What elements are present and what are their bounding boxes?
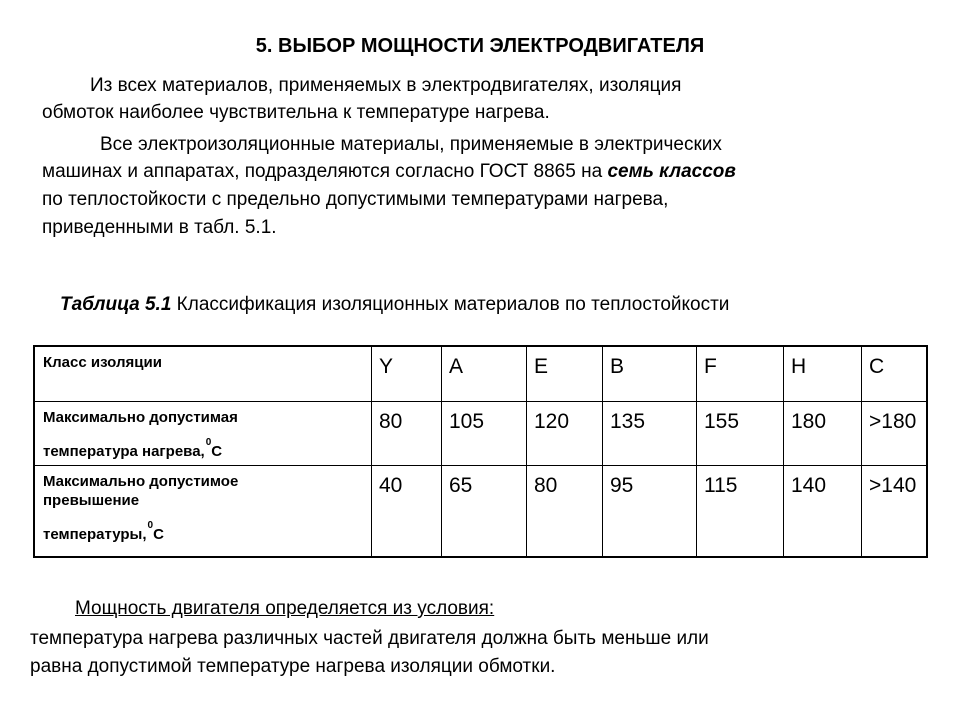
temperature-cell: 180 [784,402,862,466]
class-cell: E [527,346,603,402]
condition-line-2: равна допустимой температуре нагрева изоляции обмотки. [30,656,556,677]
class-cell: H [784,346,862,402]
class-cell: C [862,346,928,402]
row-header-text: Максимально допустимая [43,409,238,426]
intro-line-5: по теплостойкости с предельно допустимыми температурами нагрева, [42,189,669,210]
row-header-text-line: температура нагрева, [43,443,205,460]
row-header-text [43,433,222,461]
temperature-cell: 80 [372,402,442,466]
condition-text [30,625,709,681]
rise-cell: 95 [603,466,697,558]
table-caption [60,293,729,317]
insulation-classes-table [33,345,928,558]
intro-line-1: Из всех материалов, применяемых в электродвигателях, изоляция [90,75,682,96]
table-row-max-rise [34,466,927,558]
row-header-text: превышение [43,492,140,509]
rise-cell: 40 [372,466,442,558]
intro-line-2: обмоток наиболее чувствительна к температуре нагрева. [42,102,550,123]
row-header-max-temperature [34,402,372,466]
row-header-text: Максимально допустимое [43,473,239,490]
rise-cell: 65 [442,466,527,558]
temperature-cell: 120 [527,402,603,466]
intro-line-3: Все электроизоляционные материалы, применяемые в электрических [100,134,722,155]
intro-line-6: приведенными в табл. 5.1. [42,217,277,238]
row-header-insulation-class: Класс изоляции [34,346,372,402]
temperature-cell: 155 [697,402,784,466]
unit-celsius: С [153,526,164,543]
temperature-cell: 135 [603,402,697,466]
table-caption-text: Классификация изоляционных материалов по теплостойкости [171,294,730,315]
table-row-max-temperature [34,402,927,466]
table-caption-label: Таблица 5.1 [60,294,172,315]
degree-superscript: 0 [205,437,212,448]
unit-celsius: С [211,443,223,460]
intro-line-4-text: машинах и аппаратах, подразделяются согласно ГОСТ 8865 на [42,161,608,182]
class-cell: F [697,346,784,402]
rise-cell: 115 [697,466,784,558]
class-cell: B [603,346,697,402]
condition-line-1: температура нагрева различных частей двигателя должна быть меньше или [30,628,709,649]
temperature-cell: 105 [442,402,527,466]
intro-line-4 [42,158,736,185]
rise-cell: 80 [527,466,603,558]
row-header-text [43,516,164,544]
seven-classes-emphasis: семь классов [607,161,736,182]
condition-heading: Мощность двигателя определяется из условия: [75,598,495,619]
slide-title: 5. ВЫБОР МОЩНОСТИ ЭЛЕКТРОДВИГАТЕЛЯ [255,35,705,57]
degree-superscript: 0 [147,520,154,531]
row-header-text-line: температуры, [43,526,147,543]
rise-cell: 140 [784,466,862,558]
rise-cell: >140 [862,466,928,558]
class-cell: A [442,346,527,402]
class-cell: Y [372,346,442,402]
temperature-cell: >180 [862,402,928,466]
table-row-insulation-class [34,346,927,402]
row-header-max-rise [34,466,372,558]
